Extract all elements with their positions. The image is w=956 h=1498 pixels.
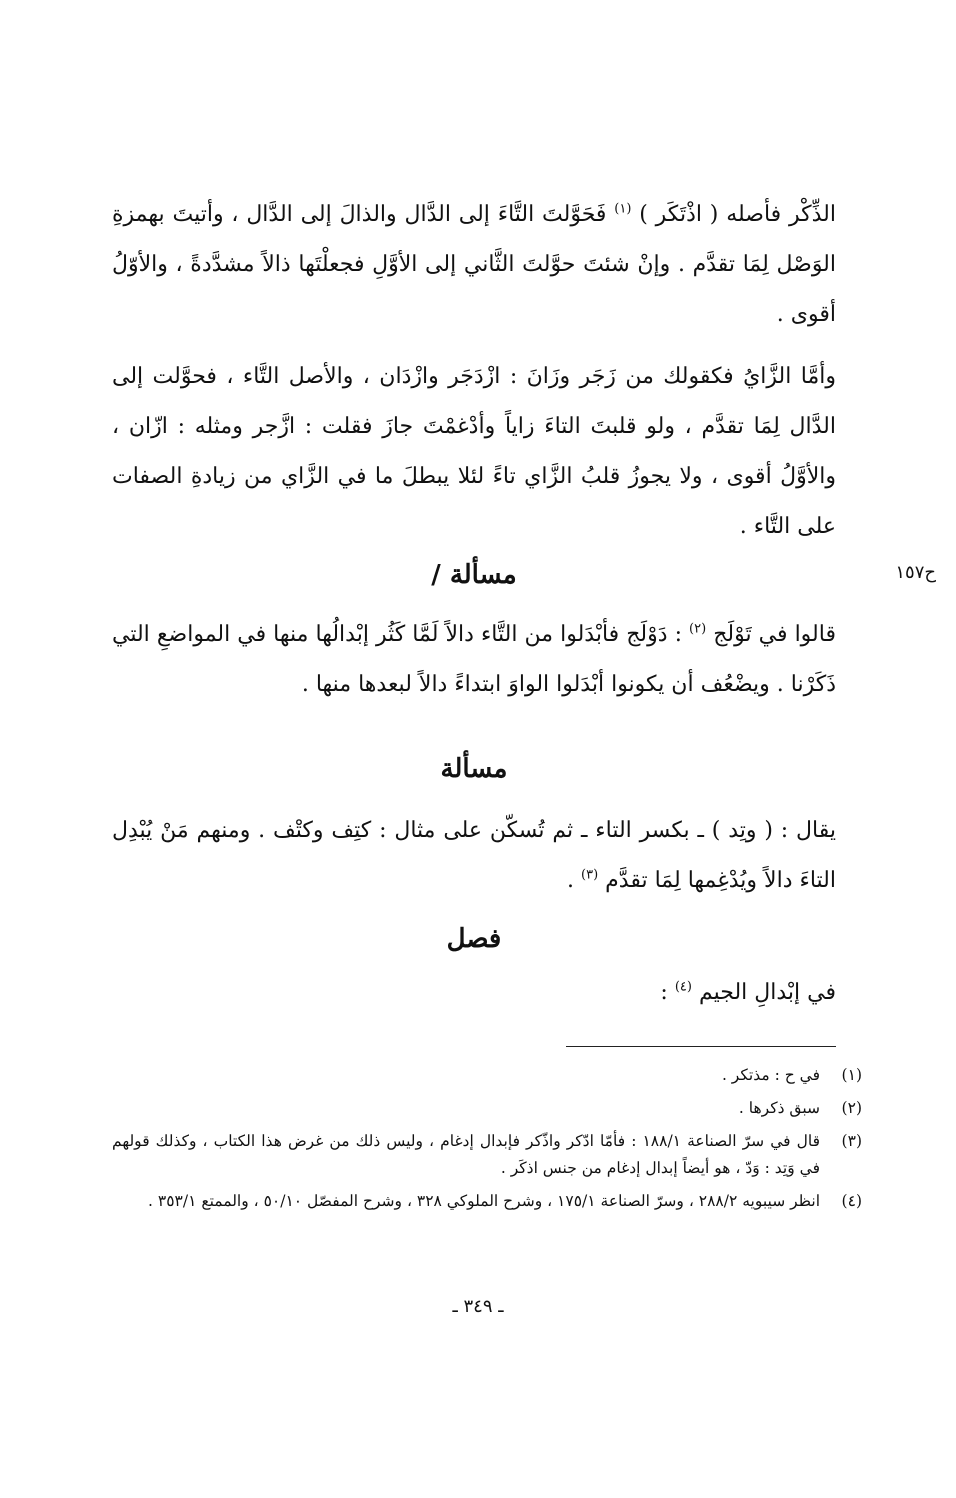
- subtitle-colon: :: [660, 980, 668, 1005]
- footnote-ref-3[interactable]: (٣): [581, 867, 599, 883]
- footnotes: [112, 1062, 862, 1221]
- section-1-text: [112, 610, 836, 710]
- margin-reference: ح١٥٧: [895, 562, 936, 583]
- section-2-end: .: [567, 868, 575, 893]
- section-2-start: يقال : ( وتِد ) ـ بكسر التاء ـ ثم تُسكّن على مثال : كتِف وكتْف . ومنهم مَنْ يُبْدِل التاءَ دالاً ويُدْغِمها لِمَا تقدَّم: [112, 818, 836, 893]
- footnote-text: في ح : مذتكر .: [721, 1066, 820, 1084]
- opening-paragraph: [112, 190, 836, 552]
- section-2-text: [112, 806, 836, 906]
- footnote-text: سبق ذكرها .: [738, 1099, 820, 1117]
- section-1-rest: : دَوْلَج فأبْدَلوا من التَّاء دالاً لَمَّا كَثُر إبْدالُها منها في المواضعِ التي ذَكَرْنا . ويضْعُف أن يكونوا أبْدَلوا الواوَ ابتداءً دالاً لبعدها منها .: [112, 622, 836, 697]
- section-title-fasl: فصل: [446, 924, 502, 954]
- footnote-text: انظر سيبويه ٢٨٨/٢ ، وسرّ الصناعة ١٧٥/١ ، وشرح الملوكي ٣٢٨ ، وشرح المفصّل ٥٠/١٠ ، والممتع ٣٥٣/١ .: [148, 1192, 820, 1210]
- paragraph-1: [112, 190, 836, 340]
- paragraph-1-rest: فَحَوَّلتَ التَّاءَ إلى الدَّال والذالَ إلى الدَّال ، وأتيتَ بهمزةِ الوَصْل لِمَا تقدَّم . وإنْ شئتَ حوَّلتَ الثَّاني إلى الأوَّلِ فجعلْتَها ذالاً مشدَّدةً ، والأوّلُ أقوى .: [112, 202, 836, 327]
- section-1-start: قالوا في تَوْلَج: [713, 622, 836, 647]
- footnote-ref-2[interactable]: (٢): [689, 621, 707, 637]
- footnote-number: (٤): [841, 1192, 862, 1210]
- footnote-ref-1[interactable]: (١): [614, 201, 632, 217]
- paragraph-1-start: الذِّكْر فأصله ( اذْتَكَر ): [639, 202, 836, 227]
- subtitle-text: في إبْدالِ الجيم: [698, 980, 836, 1005]
- section-2-paragraph: [112, 806, 836, 906]
- footnote-text: قال في سرّ الصناعة ١٨٨/١ : فأمّا ادّكر واذّكر فإبدال إدغام ، وليس ذلك من غرض هذا الكتاب ، وكذلك قولهم في وَتِد : وَدّ ، هو أيضاً إبدال إدغام من جنس اذكَر .: [112, 1132, 820, 1177]
- footnote-divider: [566, 1046, 836, 1047]
- footnote-number: (٣): [841, 1132, 862, 1150]
- footnote-number: (١): [841, 1066, 862, 1084]
- section-title-masala-1: مسألة /: [431, 560, 517, 590]
- section-title-masala-2: مسألة: [440, 754, 508, 784]
- section-1-paragraph: [112, 610, 836, 710]
- footnote-number: (٢): [841, 1099, 862, 1117]
- paragraph-2: وأمَّا الزَّايُ فكقولك من زَجَر وزَانَ : ازْدَجَر وازْدَان ، والأصل التَّاء ، فحوَّلت إلى الدَّال لِمَا تقدَّم ، ولو قلبتَ التاءَ زاياً وأدْغمْتَ جازَ فقلت : ازَّجر ومثله : ازّان ، والأوَّلُ أقوى ، ولا يجوزُ قلبُ الزَّاي تاءً لئلا يبطلَ ما في الزَّاي من زيادةِ الصفات على التَّاء .: [112, 364, 836, 539]
- footnote-item: [112, 1062, 862, 1089]
- page-number: ـ ٣٤٩ ـ: [452, 1296, 504, 1317]
- section-3-subtitle: [480, 980, 836, 1005]
- footnote-item: [112, 1188, 862, 1215]
- footnote-item: [112, 1128, 862, 1182]
- footnote-ref-4[interactable]: (٤): [674, 979, 692, 995]
- footnote-item: [112, 1095, 862, 1122]
